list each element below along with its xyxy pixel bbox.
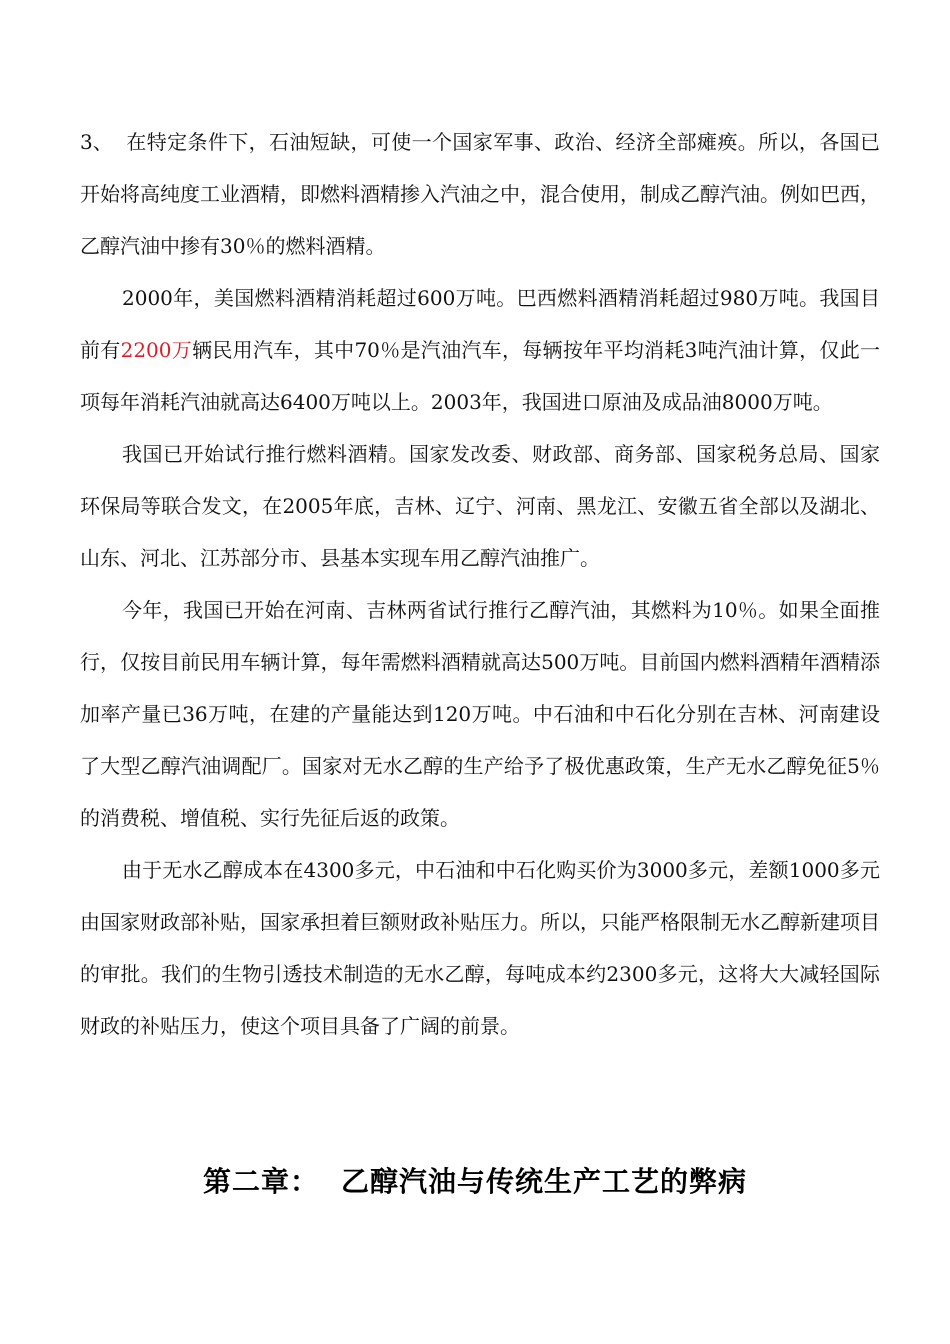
paragraph-2-text-after: 辆民用汽车，其中70％是汽油汽车，每辆按年平均消耗3吨汽油计算，仅此一项每年消耗汽油就高达6400万吨以上。2003年，我国进口原油及成品油8000万吨。: [80, 338, 880, 414]
paragraph-4: 今年，我国已开始在河南、吉林两省试行推行乙醇汽油，其燃料为10％。如果全面推行，仅按目前民用车辆计算，每年需燃料酒精就高达500万吨。目前国内燃料酒精年酒精添加率产量已36万吨，在建的产量能达到120万吨。中石油和中石化分别在吉林、河南建设了大型乙醇汽油调配厂。国家对无水乙醇的生产给予了极优惠政策，生产无水乙醇免征5％的消费税、增值税、实行先征后返的政策。: [80, 598, 880, 830]
paragraph-3: 我国已开始试行推行燃料酒精。国家发改委、财政部、商务部、国家税务总局、国家环保局等联合发文，在2005年底，吉林、辽宁、河南、黑龙江、安徽五省全部以及湖北、山东、河北、江苏部分市、县基本实现车用乙醇汽油推广。: [80, 442, 880, 570]
paragraph-1: [80, 116, 880, 272]
paragraph-2-text-before: 2000年，美国燃料酒精消耗超过600万吨。巴西燃料酒精消耗超过980万吨。我国目前有: [80, 286, 880, 362]
paragraph-5: 由于无水乙醇成本在4300多元，中石油和中石化购买价为3000多元，差额1000多元由国家财政部补贴，国家承担着巨额财政补贴压力。所以，只能严格限制无水乙醇新建项目的审批。我们的生物引透技术制造的无水乙醇，每吨成本约2300多元，这将大大减轻国际财政的补贴压力，使这个项目具备了广阔的前景。: [80, 858, 880, 1038]
chapter-title: 乙醇汽油与传统生产工艺的弊病: [341, 1165, 748, 1198]
list-number: 3、: [80, 130, 113, 154]
document-body: [80, 116, 880, 1052]
chapter-label: 第二章：: [202, 1165, 319, 1198]
paragraph-1-text: 在特定条件下，石油短缺，可使一个国家军事、政治、经济全部瘫痪。所以，各国已开始将高纯度工业酒精，即燃料酒精掺入汽油之中，混合使用，制成乙醇汽油。例如巴西，乙醇汽油中掺有30％的燃料酒精。: [80, 130, 880, 258]
paragraph-2: [80, 272, 880, 428]
highlighted-figure: 2200万: [120, 338, 193, 362]
chapter-heading: [0, 1162, 950, 1202]
